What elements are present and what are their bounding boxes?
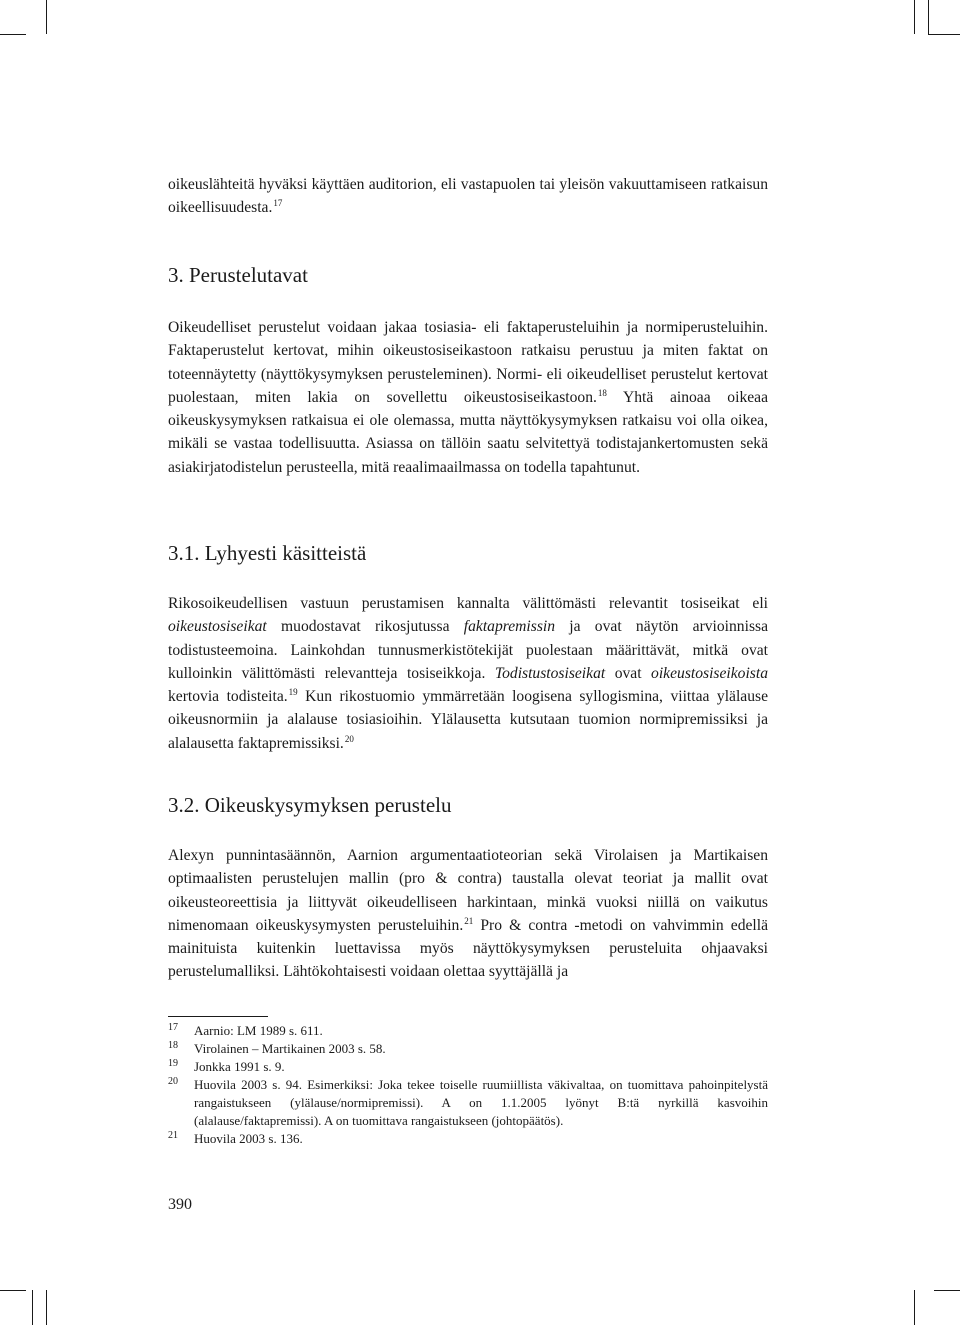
section-3-1 (168, 540, 768, 755)
footnote-ref-20[interactable]: 20 (344, 733, 354, 744)
section-3-paragraph: Oikeudelliset perustelut voidaan jakaa tosiasia- eli faktaperusteluihin ja normiperusteluihin. Faktaperustelut kertovat, mihin oikeustosiseikastoon ratkaisu perustuu ja miten faktat on toteennäytetty (näyttökysymyksen perusteleminen). Normi- eli oikeudelliset perustelut kertovat puolestaan, miten lakia on sovellettu oikeustosiseikastoon.$^{18}$ Yhtä ainoaa oikeaa oikeuskysymyksen ratkaisua ei ole olemassa, mutta näyttökysymyksen ratkaisu voi olla oikea, mikäli se vastaa todellisuutta. Asiassa on tällöin saatu selvitettyä todistajankertomusten sekä asiakirjatodistelun perusteella, mitä reaalimaailmassa on todella tapahtunut. (168, 319, 768, 476)
crop-mark-top-left-v (46, 0, 47, 34)
footnote: 19 Jonkka 1991 s. 9. (168, 1058, 285, 1074)
crop-mark-bottom-right-h (934, 1290, 960, 1291)
section-3-heading: 3. Perustelutavat (168, 263, 308, 287)
section-3-1-heading: 3.1. Lyhyesti käsitteistä (168, 541, 367, 565)
footnote-ref-17[interactable]: 17 (273, 198, 283, 209)
footnote-ref-19[interactable]: 19 (288, 687, 298, 698)
footnote-ref-18[interactable]: 18 (597, 387, 607, 398)
footnote: 18 Virolainen – Martikainen 2003 s. 58. (168, 1040, 386, 1056)
footnote: 20 Huovila 2003 s. 94. Esimerkiksi: Joka tekee toiselle ruumiillista väkivaltaa, on tuomittava pahoinpitelystä rangaistukseen (ylälause/normipremissi). A on 1.1.2005 lyönyt B:tä nyrkillä kasvoihin (alalause/faktapremissi). A on tuomittava rangaistukseen (johtopäätös). (168, 1076, 768, 1128)
crop-mark-top-right-v2 (928, 0, 929, 34)
crop-mark-top-right-v (914, 0, 915, 34)
crop-mark-top-right-h (928, 34, 960, 35)
section-3 (168, 262, 768, 479)
section-3-1-paragraph: Rikosoikeudellisen vastuun perustamisen kannalta välittömästi relevantit tosiseikat eli oikeustosiseikat muodostavat rikosjutussa faktapremissin ja ovat näytön arvioinnissa todistusteemoina. Lainkohdan tunnusmerkistötekijät puolestaan määrittävät, mitkä ovat kulloinkin välittömästi relevantteja tosiseikkoja. Todistustosiseikat ovat oikeustosiseikoista kertovia todisteita.$^{19}$ Kun rikostuomio ymmärretään loogisena syllogismina, viittaa ylälause oikeusnormiin ja alalause tosiasioihin. Ylälausetta kutsutaan tuomion normipremissiksi ja alalausetta faktapremissiksi.$^{20}$ (168, 595, 768, 752)
footnotes (168, 1022, 768, 1148)
crop-mark-bottom-left-v (32, 1290, 33, 1325)
crop-mark-bottom-right-v (914, 1290, 915, 1325)
crop-mark-top-left-h (0, 34, 26, 35)
footnote-divider (168, 1016, 268, 1017)
footnote: 17 Aarnio: LM 1989 s. 611. (168, 1022, 323, 1038)
footnote: 21 Huovila 2003 s. 136. (168, 1130, 303, 1146)
crop-mark-bottom-left-h (0, 1290, 26, 1291)
intro-paragraph: oikeuslähteitä hyväksi käyttäen auditorion, eli vastapuolen tai yleisön vakuuttamiseen ratkaisun oikeellisuudesta.$^{17}$ (168, 176, 768, 217)
section-3-2-heading: 3.2. Oikeuskysymyksen perustelu (168, 793, 452, 817)
page-number: 390 (168, 1196, 192, 1213)
section-3-2-paragraph: Alexyn punnintasäännön, Aarnion argumentaatioteorian sekä Virolaisen ja Martikaisen optimaalisten perustelujen mallin (pro & contra) taustalla olevat teoriat ja mallit ovat oikeusteoreettisia ja liittyvät oikeudelliseen harkintaan, minkä vuoksi niillä on vaikutus nimenomaan oikeuskysymysten perusteluihin.$^{21}$ Pro & contra -metodi on vahvimmin edellä mainituista kuitenkin luettavissa myös näyttökysymyksen perusteluita ohjaavaksi perustelumalliksi. Lähtökohtaisesti voidaan olettaa syyttäjällä ja (168, 847, 768, 981)
intro-block (168, 173, 768, 220)
crop-mark-bottom-left-v2 (46, 1290, 47, 1325)
section-3-2 (168, 792, 768, 984)
footnote-ref-21[interactable]: 21 (464, 915, 474, 926)
